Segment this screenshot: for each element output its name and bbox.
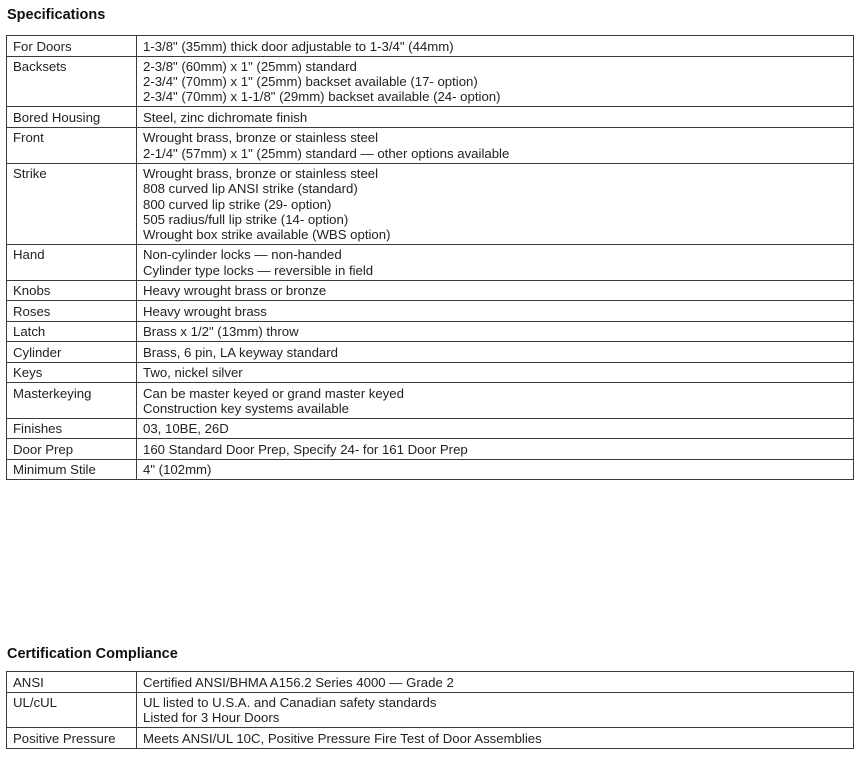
value-line: 4" (102mm) bbox=[143, 462, 212, 478]
row-value bbox=[137, 692, 854, 728]
value-line: 2-3/4" (70mm) x 1-1/8" (29mm) backset available (24- option) bbox=[143, 89, 501, 105]
row-label: Minimum Stile bbox=[7, 459, 137, 480]
value-line: Brass x 1/2" (13mm) throw bbox=[143, 324, 299, 340]
row-value bbox=[137, 342, 854, 363]
specifications-table bbox=[6, 35, 854, 480]
table-row bbox=[7, 672, 854, 693]
value-line: 808 curved lip ANSI strike (standard) bbox=[143, 181, 358, 197]
value-line: 160 Standard Door Prep, Specify 24- for 161 Door Prep bbox=[143, 441, 468, 457]
value-line: Non-cylinder locks — non-handed bbox=[143, 247, 342, 263]
value-line: 2-1/4" (57mm) x 1" (25mm) standard — other options available bbox=[143, 145, 510, 161]
row-label: UL/cUL bbox=[7, 692, 137, 728]
value-line: 2-3/4" (70mm) x 1" (25mm) backset available (17- option) bbox=[143, 74, 478, 90]
row-label: Door Prep bbox=[7, 439, 137, 460]
value-line: Construction key systems available bbox=[143, 400, 349, 416]
table-row bbox=[7, 692, 854, 728]
table-row bbox=[7, 418, 854, 439]
value-line: UL listed to U.S.A. and Canadian safety standards bbox=[143, 695, 437, 710]
value-line: Two, nickel silver bbox=[143, 365, 243, 381]
row-value bbox=[137, 56, 854, 107]
table-row bbox=[7, 321, 854, 342]
value-line: Can be master keyed or grand master keyed bbox=[143, 385, 404, 401]
value-line: 03, 10BE, 26D bbox=[143, 421, 229, 437]
table-row bbox=[7, 439, 854, 460]
row-value bbox=[137, 383, 854, 419]
table-row bbox=[7, 107, 854, 128]
row-value bbox=[137, 321, 854, 342]
row-label: Front bbox=[7, 127, 137, 163]
row-value bbox=[137, 280, 854, 301]
row-label: Backsets bbox=[7, 56, 137, 107]
row-label: Strike bbox=[7, 163, 137, 244]
row-value bbox=[137, 301, 854, 322]
row-value bbox=[137, 362, 854, 383]
table-row bbox=[7, 728, 854, 749]
table-row bbox=[7, 56, 854, 107]
value-line: Wrought brass, bronze or stainless steel bbox=[143, 130, 379, 146]
table-row bbox=[7, 244, 854, 280]
certification-table bbox=[6, 671, 854, 749]
table-row bbox=[7, 301, 854, 322]
row-value bbox=[137, 244, 854, 280]
value-line: Cylinder type locks — reversible in field bbox=[143, 262, 374, 278]
table-row bbox=[7, 280, 854, 301]
row-value bbox=[137, 36, 854, 57]
value-line: Heavy wrought brass or bronze bbox=[143, 283, 327, 299]
row-label: Hand bbox=[7, 244, 137, 280]
value-line: 800 curved lip strike (29- option) bbox=[143, 196, 332, 212]
row-label: Masterkeying bbox=[7, 383, 137, 419]
row-label: Finishes bbox=[7, 418, 137, 439]
value-line: 2-3/8" (60mm) x 1" (25mm) standard bbox=[143, 59, 357, 74]
row-value bbox=[137, 459, 854, 480]
specifications-heading: Specifications bbox=[7, 7, 106, 23]
row-value bbox=[137, 672, 854, 693]
value-line: Listed for 3 Hour Doors bbox=[143, 710, 280, 726]
row-value bbox=[137, 127, 854, 163]
value-line: Wrought box strike available (WBS option) bbox=[143, 226, 391, 242]
table-row bbox=[7, 127, 854, 163]
table-row bbox=[7, 459, 854, 480]
value-line: 1-3/8" (35mm) thick door adjustable to 1-3/4" (44mm) bbox=[143, 38, 454, 54]
row-value bbox=[137, 439, 854, 460]
row-label: ANSI bbox=[7, 672, 137, 693]
value-line: Wrought brass, bronze or stainless steel bbox=[143, 166, 379, 182]
row-label: Positive Pressure bbox=[7, 728, 137, 749]
row-label: Knobs bbox=[7, 280, 137, 301]
row-label: For Doors bbox=[7, 36, 137, 57]
row-label: Keys bbox=[7, 362, 137, 383]
value-line: Steel, zinc dichromate finish bbox=[143, 109, 308, 125]
value-line: Meets ANSI/UL 10C, Positive Pressure Fire Test of Door Assemblies bbox=[143, 730, 542, 746]
row-label: Latch bbox=[7, 321, 137, 342]
row-value bbox=[137, 418, 854, 439]
table-row bbox=[7, 342, 854, 363]
value-line: Heavy wrought brass bbox=[143, 303, 267, 319]
table-row bbox=[7, 383, 854, 419]
table-row bbox=[7, 163, 854, 244]
row-value bbox=[137, 107, 854, 128]
value-line: Brass, 6 pin, LA keyway standard bbox=[143, 344, 338, 360]
table-row bbox=[7, 36, 854, 57]
row-value bbox=[137, 728, 854, 749]
value-line: 505 radius/full lip strike (14- option) bbox=[143, 211, 349, 227]
row-label: Bored Housing bbox=[7, 107, 137, 128]
row-label: Cylinder bbox=[7, 342, 137, 363]
value-line: Certified ANSI/BHMA A156.2 Series 4000 — Grade 2 bbox=[143, 674, 454, 690]
row-label: Roses bbox=[7, 301, 137, 322]
certification-heading: Certification Compliance bbox=[7, 646, 178, 662]
row-value bbox=[137, 163, 854, 244]
table-row bbox=[7, 362, 854, 383]
